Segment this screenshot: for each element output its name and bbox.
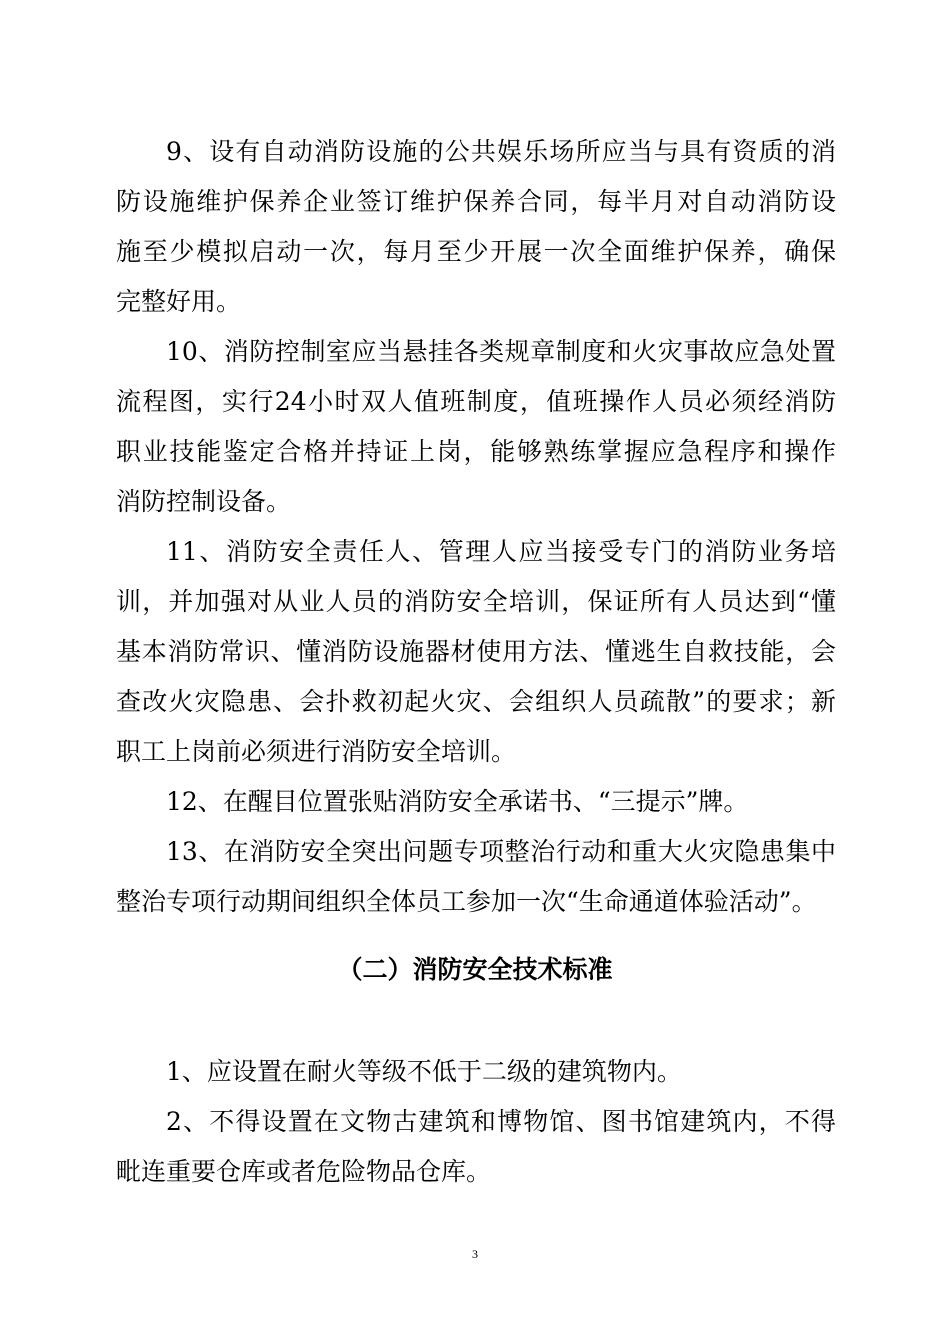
item-10-line: 消防控制设备。	[116, 487, 292, 516]
item-10-line: 职业技能鉴定合格并持证上岗，能够熟练掌握应急程序和操作	[116, 437, 836, 466]
item-11-line: 职工上岗前必须进行消防安全培训。	[116, 737, 517, 766]
item-11-line: 查改火灾隐患、会扑救初起火灾、会组织人员疏散”的要求；新	[116, 687, 836, 716]
standard-1-line: 1、应设置在耐火等级不低于二级的建筑物内。	[166, 1057, 682, 1086]
item-9-line: 9、设有自动消防设施的公共娱乐场所应当与具有资质的消	[166, 137, 836, 166]
item-11-line: 训，并加强对从业人员的消防安全培训，保证所有人员达到“懂	[116, 587, 836, 616]
item-9-line: 施至少模拟启动一次，每月至少开展一次全面维护保养，确保	[116, 237, 836, 266]
standard-2-line: 2、不得设置在文物古建筑和博物馆、图书馆建筑内，不得	[166, 1107, 836, 1136]
item-10-line: 10、消防控制室应当悬挂各类规章制度和火灾事故应急处置	[166, 337, 836, 366]
standard-2-line: 毗连重要仓库或者危险物品仓库。	[116, 1157, 492, 1186]
item-11-line: 11、消防安全责任人、管理人应当接受专门的消防业务培	[166, 537, 836, 566]
page-number: 3	[472, 1247, 478, 1261]
item-10-line: 流程图，实行24小时双人值班制度，值班操作人员必须经消防	[116, 387, 836, 416]
item-12-line: 12、在醒目位置张贴消防安全承诺书、“三提示”牌。	[166, 787, 749, 816]
item-13-line: 13、在消防安全突出问题专项整治行动和重大火灾隐患集中	[166, 837, 836, 866]
item-9-line: 完整好用。	[116, 287, 242, 316]
item-11-line: 基本消防常识、懂消防设施器材使用方法、懂逃生自救技能，会	[116, 637, 836, 666]
item-9-line: 防设施维护保养企业签订维护保养合同，每半月对自动消防设	[116, 187, 836, 216]
item-13-line: 整治专项行动期间组织全体员工参加一次“生命通道体验活动”。	[116, 887, 817, 916]
section-heading: （二）消防安全技术标准	[337, 955, 613, 984]
